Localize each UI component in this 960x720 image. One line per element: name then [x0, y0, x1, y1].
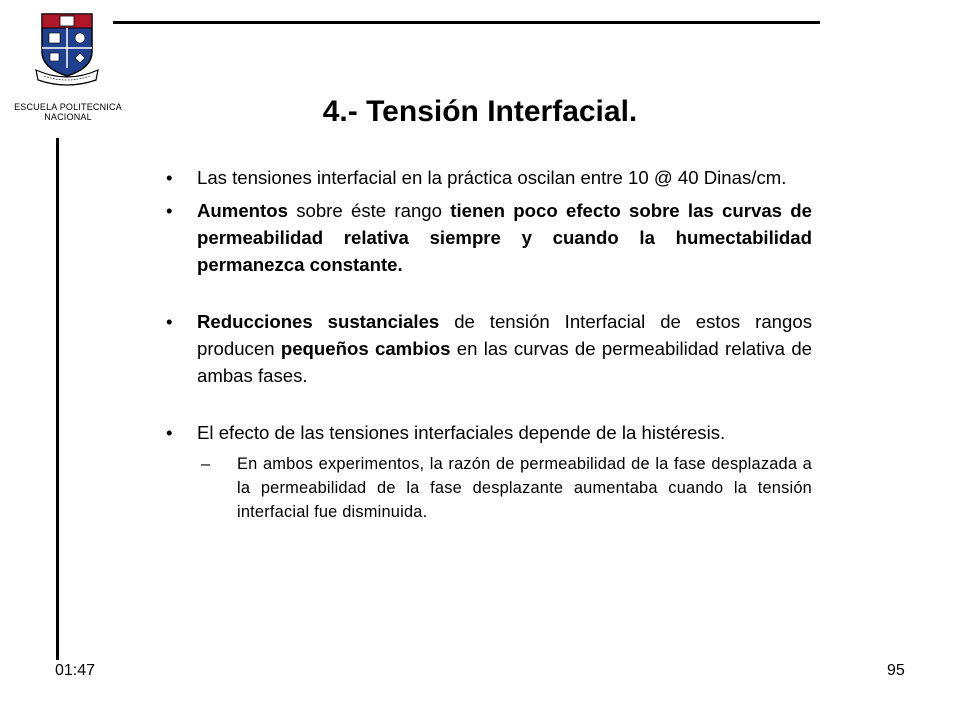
- bullet-bold-text: Reducciones sustanciales: [197, 311, 440, 332]
- bullet-bold-text: Aumentos: [197, 200, 288, 221]
- sub-bullet-text: En ambos experimentos, la razón de permeabilidad de la fase desplazada a la permeabilidad de la fase desplazante aumentaba cuando la tensión interfacial fue disminuida.: [237, 455, 812, 521]
- institution-caption: [0, 102, 136, 122]
- slide-title: 4.- Tensión Interfacial.: [322, 95, 638, 128]
- bullet-item-4: [166, 419, 812, 446]
- bullet-marker: •: [166, 311, 173, 332]
- bullet-text: en las curvas de permeabilidad relativa de ambas fases.: [197, 338, 813, 386]
- bullet-marker: •: [166, 422, 173, 443]
- bullet-text: sobre éste rango: [287, 200, 451, 221]
- bullet-marker: •: [166, 200, 173, 221]
- page-number: 95: [887, 662, 905, 679]
- bullet-text: de tensión Interfacial de estos rangos producen: [197, 311, 812, 359]
- sub-bullet-marker: –: [201, 455, 211, 473]
- institution-name-line2: NACIONAL: [44, 112, 92, 122]
- sub-bullet-item: [201, 452, 812, 524]
- bullet-item-1: [166, 164, 812, 191]
- top-divider-line: [113, 21, 820, 24]
- footer-time: 01:47: [55, 662, 96, 679]
- bullet-bold-text: tienen poco efecto sobre las curvas de permeabilidad relativa siempre y cuando la humectabilidad permanezca constante.: [197, 200, 812, 275]
- bullet-text: Las tensiones interfacial en la práctica oscilan entre 10 @ 40 Dinas/cm.: [197, 167, 787, 188]
- bullet-item-3: [166, 308, 812, 389]
- side-divider-line: [56, 138, 59, 660]
- bullet-text: El efecto de las tensiones interfaciales depende de la histéresis.: [197, 422, 726, 443]
- bullet-marker: •: [166, 167, 173, 188]
- university-crest-icon: [34, 12, 100, 88]
- bullet-item-2: [166, 197, 812, 278]
- institution-name-line1: ESCUELA POLITECNICA: [14, 102, 122, 112]
- bullet-bold-text: pequeños cambios: [280, 338, 451, 359]
- slide-content: [166, 164, 812, 524]
